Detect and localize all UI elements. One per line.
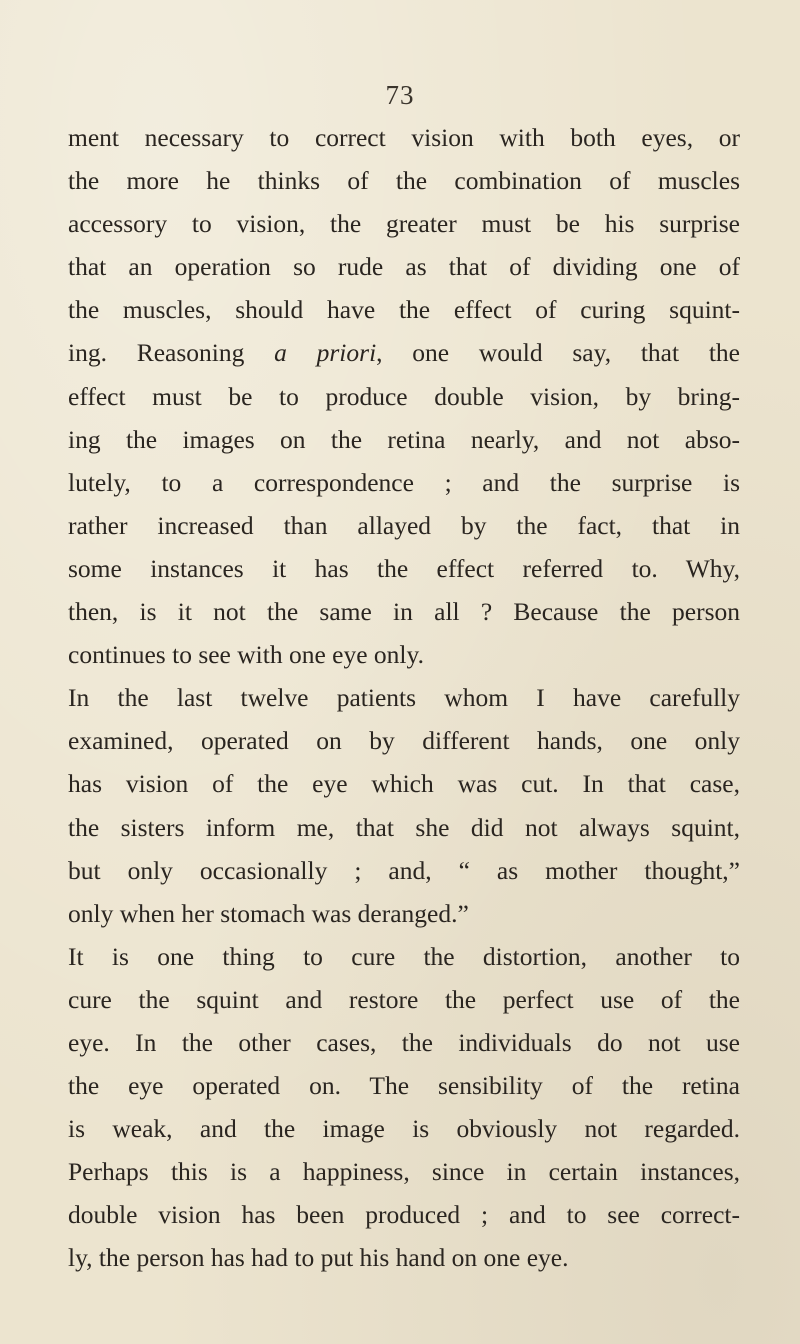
text-line: has vision of the eye which was cut. In that case, — [68, 769, 740, 799]
text-line — [68, 331, 740, 374]
text-line: the muscles, should have the effect of curing squint- — [68, 295, 740, 325]
text-line: is weak, and the image is obviously not regarded. — [68, 1114, 740, 1144]
text-line: continues to see with one eye only. — [68, 640, 424, 670]
body-text — [68, 116, 740, 1280]
text-line: the eye operated on. The sensibility of the retina — [68, 1071, 740, 1101]
text-line: accessory to vision, the greater must be his surprise — [68, 209, 740, 239]
text-line: only when her stomach was deranged.” — [68, 898, 469, 928]
page-number: 73 — [385, 80, 415, 110]
text-line: examined, operated on by different hands, one only — [68, 726, 740, 756]
text-line: It is one thing to cure the distortion, another to — [68, 941, 740, 971]
text-line: eye. In the other cases, the individuals do not use — [68, 1027, 740, 1057]
text-line: some instances it has the effect referred to. Why, — [68, 553, 740, 583]
text-line: that an operation so rude as that of dividing one of — [68, 252, 740, 282]
text-line: double vision has been produced ; and to see correct- — [68, 1200, 740, 1230]
text-line: rather increased than allayed by the fact, that in — [68, 510, 740, 540]
text-line: ly, the person has had to put his hand on one eye. — [68, 1243, 569, 1273]
text-line: In the last twelve patients whom I have carefully — [68, 683, 740, 713]
italic-phrase: a priori — [274, 338, 377, 368]
text-segment: , one would say, that the — [376, 338, 740, 368]
text-line: lutely, to a correspondence ; and the surprise is — [68, 467, 740, 497]
text-segment: ing. Reasoning — [68, 338, 275, 368]
text-line: the sisters inform me, that she did not always squint, — [68, 812, 740, 842]
text-line: but only occasionally ; and, “ as mother thought,” — [68, 855, 740, 885]
text-line: Perhaps this is a happiness, since in certain instances, — [68, 1157, 740, 1187]
text-line: ing the images on the retina nearly, and not abso- — [68, 424, 740, 454]
text-line: effect must be to produce double vision, by bring- — [68, 381, 740, 411]
text-line: then, is it not the same in all ? Because the person — [68, 597, 740, 627]
text-line: the more he thinks of the combination of muscles — [68, 166, 740, 196]
text-line: ment necessary to correct vision with both eyes, or — [68, 123, 740, 152]
text-line: cure the squint and restore the perfect use of the — [68, 984, 740, 1014]
